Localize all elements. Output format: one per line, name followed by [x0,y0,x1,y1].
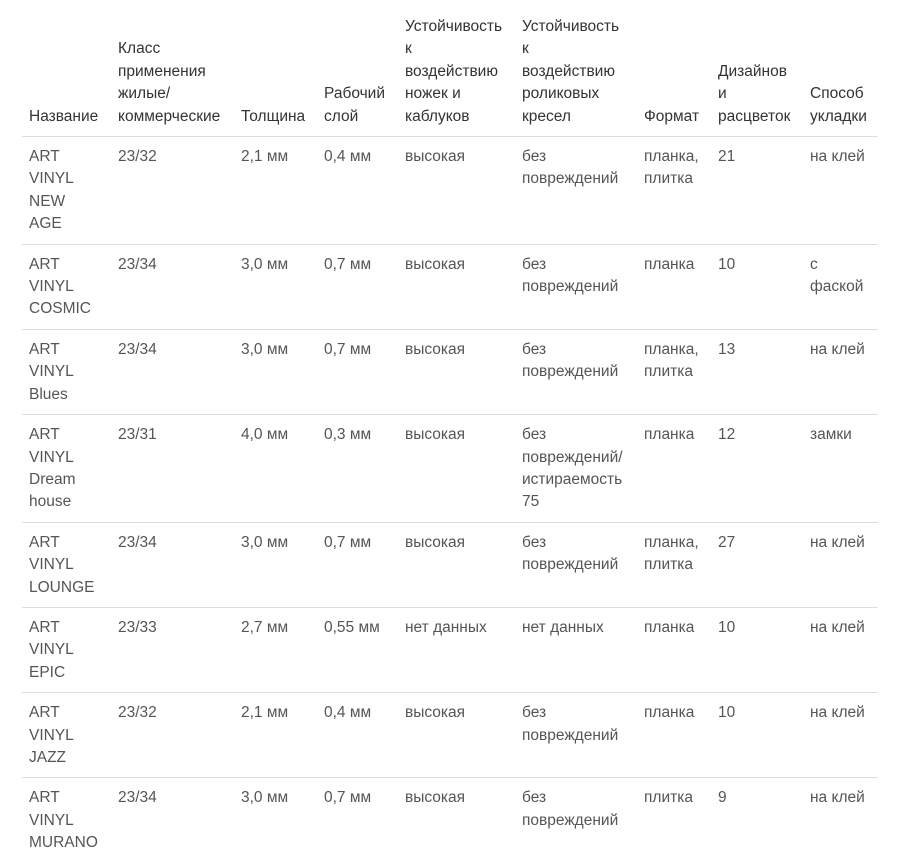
cell-format: планка, плитка [637,137,711,245]
cell-thickness: 3,0 мм [234,329,317,414]
cell-designs-count: 12 [711,415,803,523]
cell-heel-resistance: высокая [398,244,515,329]
header-designs-count: Дизайнов и расцветок [711,16,803,137]
cell-designs-count: 27 [711,522,803,607]
cell-name: ART VINYL NEW AGE [22,137,111,245]
cell-caster-resistance: без повреждений/ истираемость 75 [515,415,637,523]
table-row [22,693,878,778]
cell-heel-resistance: высокая [398,693,515,778]
cell-name: ART VINYL MURANO [29,789,98,852]
cell-heel-resistance: высокая [398,522,515,607]
cell-thickness: 3,0 мм [234,244,317,329]
table-row [22,244,878,329]
cell-name: ART VINYL COSMIC [22,244,111,329]
cell-thickness: 3,0 мм [241,789,289,807]
cell-wear-layer: 0,4 мм [317,137,398,245]
cell-designs-count: 9 [718,789,727,807]
cell-designs-count: 10 [711,244,803,329]
table-row [22,778,878,863]
cell-thickness: 4,0 мм [234,415,317,523]
cell-class: 23/34 [111,329,234,414]
cell-wear-layer: 0,7 мм [324,789,372,807]
cell-thickness: 3,0 мм [234,522,317,607]
cell-heel-resistance: высокая [398,137,515,245]
cell-caster-resistance: без повреждений [515,522,637,607]
cell-caster-resistance: без повреждений [515,329,637,414]
table-row [22,415,878,523]
product-specs-table [22,16,878,863]
cell-designs-count: 10 [711,693,803,778]
cell-installation: замки [803,415,878,523]
cell-installation: с фаской [803,244,878,329]
cell-format: плитка [644,789,693,807]
header-row [22,16,878,137]
cell-thickness: 2,1 мм [234,137,317,245]
cell-wear-layer: 0,4 мм [317,693,398,778]
header-wear-layer: Рабочий слой [317,16,398,137]
cell-wear-layer: 0,7 мм [317,522,398,607]
cell-name: ART VINYL Blues [22,329,111,414]
cell-installation: на клей [803,137,878,245]
cell-installation: на клей [810,789,865,807]
table-row [22,522,878,607]
header-heel-resistance: Устойчивость к воздействию ножек и каблуков [398,16,515,137]
header-class: Класс применения жилые/ коммерческие [111,16,234,137]
cell-thickness: 2,1 мм [234,693,317,778]
cell-heel-resistance: высокая [398,415,515,523]
cell-wear-layer: 0,3 мм [317,415,398,523]
cell-caster-resistance: без повреждений [515,693,637,778]
cell-heel-resistance: высокая [405,789,466,807]
header-installation: Способ укладки [803,16,878,137]
cell-wear-layer: 0,55 мм [317,607,398,692]
header-name: Название [22,16,111,137]
cell-thickness: 2,7 мм [234,607,317,692]
cell-format: планка, плитка [637,522,711,607]
cell-installation: на клей [803,607,878,692]
cell-name: ART VINYL Dream house [22,415,111,523]
table-row [22,329,878,414]
cell-class: 23/34 [111,522,234,607]
header-format: Формат [637,16,711,137]
cell-caster-resistance: нет данных [515,607,637,692]
table-row [22,607,878,692]
cell-class: 23/34 [111,244,234,329]
cell-designs-count: 21 [711,137,803,245]
table-row [22,137,878,245]
cell-name: ART VINYL EPIC [22,607,111,692]
table-body [22,137,878,863]
cell-class: 23/32 [111,137,234,245]
cell-wear-layer: 0,7 мм [317,244,398,329]
cell-class: 23/32 [111,693,234,778]
cell-format: планка [637,415,711,523]
cell-format: планка [637,693,711,778]
cell-caster-resistance: без повреждений [515,244,637,329]
cell-installation: на клей [803,329,878,414]
cell-wear-layer: 0,7 мм [317,329,398,414]
cell-class: 23/31 [111,415,234,523]
cell-format: планка [637,244,711,329]
cell-installation: на клей [803,693,878,778]
cell-heel-resistance: нет данных [398,607,515,692]
cell-designs-count: 13 [711,329,803,414]
cell-heel-resistance: высокая [398,329,515,414]
cell-installation: на клей [803,522,878,607]
cell-format: планка, плитка [637,329,711,414]
cell-caster-resistance: без повреждений [515,137,637,245]
header-caster-resistance: Устойчивость к воздействию роликовых кресел [515,16,637,137]
cell-name: ART VINYL JAZZ [22,693,111,778]
cell-designs-count: 10 [711,607,803,692]
cell-name: ART VINYL LOUNGE [22,522,111,607]
cell-format: планка [637,607,711,692]
cell-caster-resistance: без повреждений [522,789,619,829]
header-thickness: Толщина [234,16,317,137]
cell-class: 23/34 [118,789,157,807]
table-header [22,16,878,137]
cell-class: 23/33 [111,607,234,692]
